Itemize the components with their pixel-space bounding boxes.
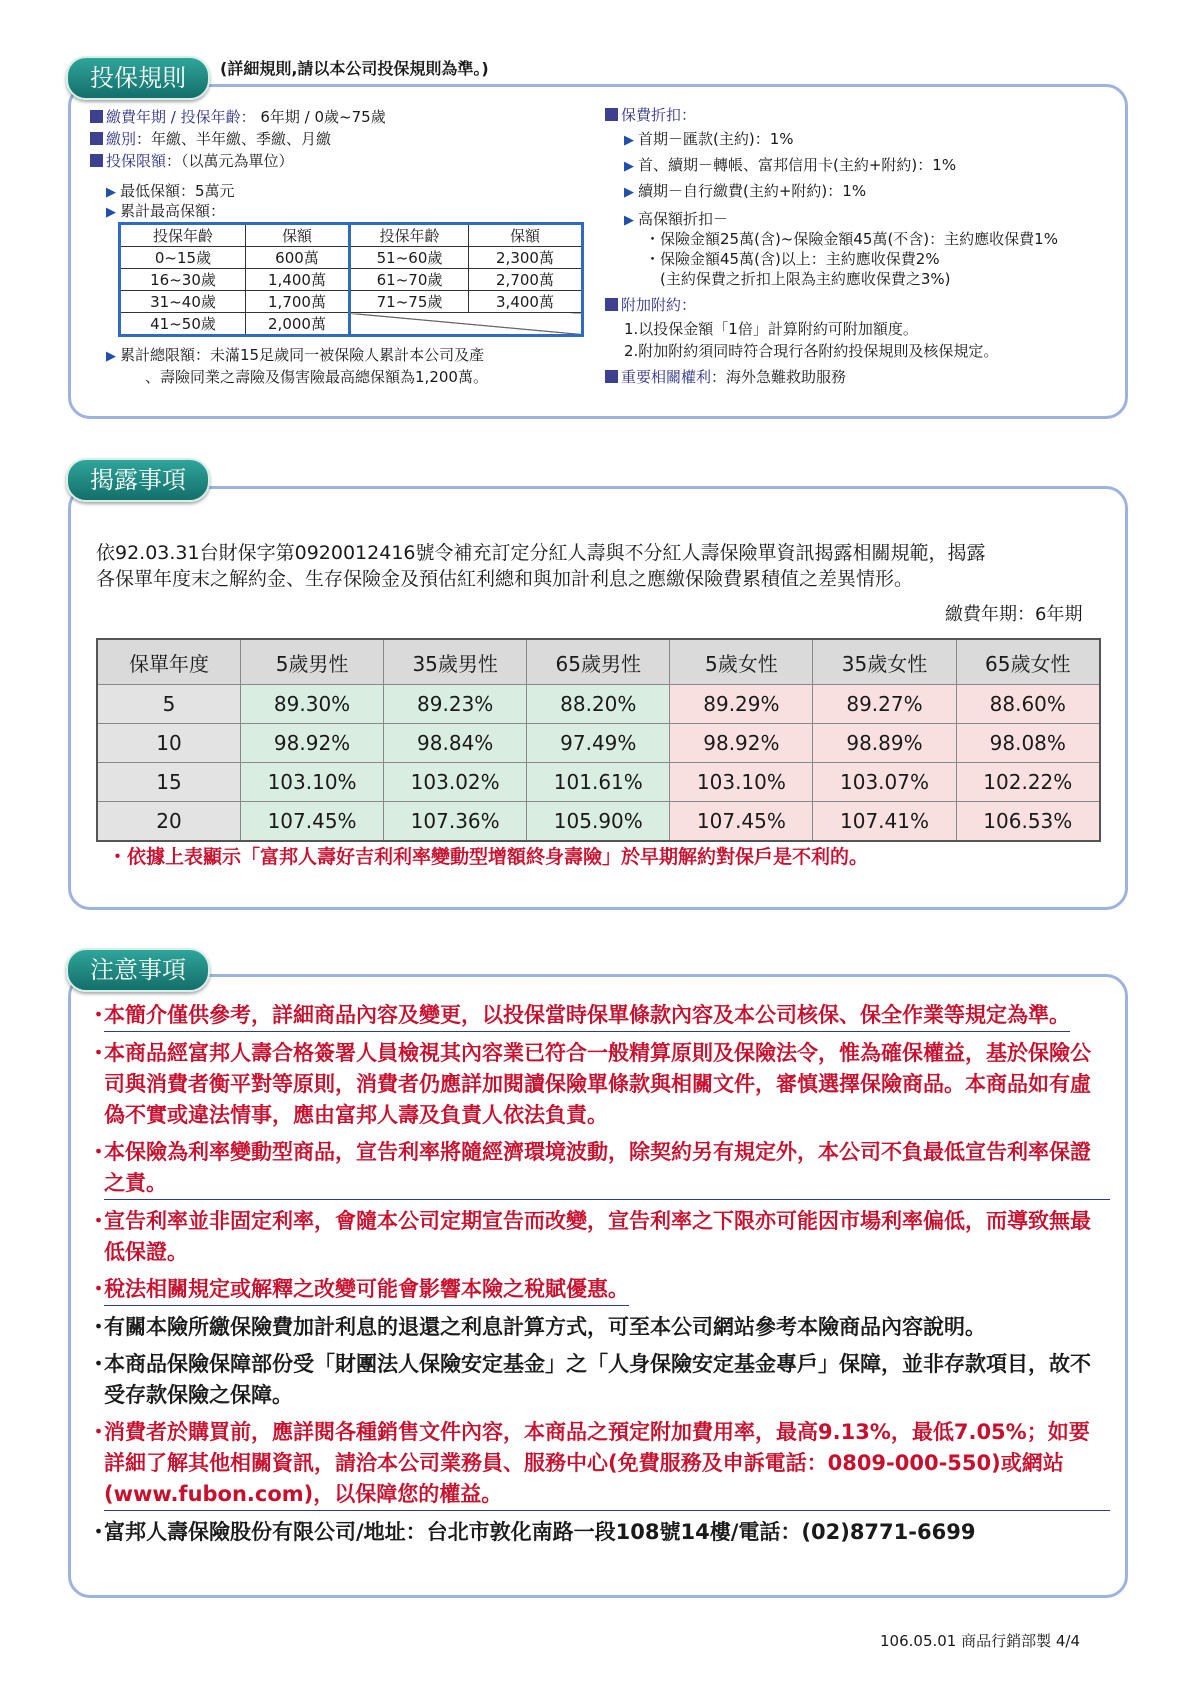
triangle-bullet-icon: ▶ [106,185,116,200]
coverage-table [118,222,584,337]
table-cell: 107.45% [670,802,813,842]
list-item: ・ 本商品經富邦人壽合格簽署人員檢視其內容業已符合一般精算原則及保險法令，惟為確保權益，基於保險公司與消費者衡平對等原則，消費者仍應詳加閱讀保險單條款與相關文件，審慎選擇保險商品。本商品如有虛偽不實或違法情事，應由富邦人壽及負責人依法負責。 [88,1041,1091,1127]
pay-mode-line: 繳別：年繳、半年繳、季繳、月繳 [90,128,331,150]
table-cell: 103.07% [813,763,956,802]
table-cell: 98.92% [670,724,813,763]
disclosure-table [96,638,1101,842]
table-header: 保額 [469,224,583,247]
table-cell: 89.29% [670,685,813,724]
table-row [120,269,583,291]
table-header: 保單年度 [97,639,241,685]
bullet-square-icon [90,132,103,145]
bullet-square-icon [90,154,103,167]
list-item: ・ 有關本險所繳保險費加計利息的退還之利息計算方式，可至本公司網站參考本險商品內容說明。 [88,1315,986,1339]
table-cell: 107.41% [813,802,956,842]
table-cell: 88.60% [956,685,1100,724]
limit-line: 投保限額：（以萬元為單位） [90,150,294,172]
table-cell-empty [350,313,583,336]
table-header: 65歲女性 [956,639,1100,685]
table-row [120,313,583,336]
table-cell: 71~75歲 [350,291,469,313]
table-row [120,291,583,313]
table-header: 投保年齡 [120,224,246,247]
table-cell: 98.08% [956,724,1100,763]
min-coverage: ▶ 最低保額：5萬元 [106,182,235,200]
table-cell: 15 [97,763,241,802]
triangle-bullet-icon: ▶ [106,349,116,364]
table-cell: 103.02% [384,763,527,802]
table-cell: 2,000萬 [246,313,350,336]
table-row [97,802,1100,842]
table-cell: 16~30歲 [120,269,246,291]
bullet-square-icon [605,370,618,383]
table-cell: 107.36% [384,802,527,842]
triangle-bullet-icon: ▶ [106,205,116,220]
discount-item: ▶ 續期－自行繳費(主約+附約)：1% [624,182,867,200]
triangle-bullet-icon: ▶ [624,133,634,148]
table-cell: 103.10% [670,763,813,802]
table-cell: 1,700萬 [246,291,350,313]
list-item: ・ 稅法相關規定或解釋之改變可能會影響本險之稅賦優惠。 [88,1274,1110,1306]
table-cell: 41~50歲 [120,313,246,336]
pay-term-line: 繳費年期 / 投保年齡： 6年期 / 0歲~75歲 [90,106,386,128]
table-cell: 105.90% [527,802,670,842]
high-discount-label: ▶ 高保額折扣－ [624,210,729,228]
table-cell: 0~15歲 [120,247,246,269]
table-cell: 89.27% [813,685,956,724]
section-tab-disclosure: 揭露事項 [66,458,210,502]
table-row [97,763,1100,802]
table-cell: 102.22% [956,763,1100,802]
pay-term-note: 繳費年期：6年期 [945,604,1083,625]
table-row [97,685,1100,724]
table-header: 保額 [246,224,350,247]
early-surrender-warning: ・依據上表顯示「富邦人壽好吉利利率變動型增額終身壽險」於早期解約對保戶是不利的。 [108,846,869,868]
disclosure-paragraph-1: 依92.03.31台財保字第0920012416號令補充訂定分紅人壽與不分紅人壽保險單資訊揭露相關規範，揭露 [96,542,986,564]
discount-item: ▶ 首、續期－轉帳、富邦信用卡(主約+附約)：1% [624,156,957,174]
table-header: 65歲男性 [527,639,670,685]
table-header: 投保年齡 [350,224,469,247]
max-coverage: ▶ 累計最高保額： [106,202,226,220]
table-cell: 88.20% [527,685,670,724]
table-cell: 2,300萬 [469,247,583,269]
rider-item: 2.附加附約須同時符合現行各附約投保規則及核保規定。 [624,342,999,360]
table-row [97,724,1100,763]
rider-item: 1.以投保金額「1倍」計算附約可附加額度。 [624,320,918,338]
table-header: 35歲女性 [813,639,956,685]
table-cell: 10 [97,724,241,763]
table-header: 5歲女性 [670,639,813,685]
list-item: ・ 富邦人壽保險股份有限公司/地址：台北市敦化南路一段108號14樓/電話：(02)8771-6699 [88,1520,976,1544]
table-header-row [97,639,1100,685]
table-row [120,247,583,269]
table-cell: 101.61% [527,763,670,802]
list-item: ・ 宣告利率並非固定利率，會隨本公司定期宣告而改變，宣告利率之下限亦可能因市場利率偏低，而導致無最低保證。 [88,1209,1091,1264]
table-cell: 98.92% [241,724,384,763]
table-cell: 3,400萬 [469,291,583,313]
triangle-bullet-icon: ▶ [624,213,634,228]
table-header: 5歲男性 [241,639,384,685]
discount-label: 保費折扣： [605,104,696,126]
table-cell: 98.84% [384,724,527,763]
table-cell: 89.23% [384,685,527,724]
table-header: 35歲男性 [384,639,527,685]
table-cell: 5 [97,685,241,724]
table-cell: 31~40歲 [120,291,246,313]
table-cell: 51~60歲 [350,247,469,269]
table-header-row [120,224,583,247]
table-cell: 97.49% [527,724,670,763]
triangle-bullet-icon: ▶ [624,185,634,200]
table-cell: 103.10% [241,763,384,802]
rider-label: 附加附約： [605,294,696,316]
rights-line: 重要相關權利：海外急難救助服務 [605,366,846,388]
bullet-square-icon [90,110,103,123]
high-discount-item: ・保險金額45萬(含)以上：主約應收保費2% [645,250,940,268]
list-item: ・ 消費者於購買前，應詳閱各種銷售文件內容，本商品之預定附加費用率，最高9.13%，最低7.05%；如要詳細了解其他相關資訊，請洽本公司業務員、服務中心(免費服務及申訴電話：0809-000-550)或網站(www.fubon.com)，以保障您的權益。 [88,1417,1110,1511]
disclosure-paragraph-2: 各保單年度末之解約金、生存保險金及預估紅利總和與加計利息之應繳保險費累積值之差異情形。 [96,568,914,590]
discount-item: ▶ 首期－匯款(主約)：1% [624,130,794,148]
section-tab-notice: 注意事項 [66,948,210,992]
rules-note: (詳細規則,請以本公司投保規則為準。) [220,59,489,78]
page-footer: 106.05.01 商品行銷部製 4/4 [880,1632,1081,1650]
table-cell: 89.30% [241,685,384,724]
triangle-bullet-icon: ▶ [624,159,634,174]
list-item: ・ 本保險為利率變動型商品，宣告利率將隨經濟環境波動，除契約另有規定外，本公司不負最低宣告利率保證之責。 [88,1137,1110,1200]
section-tab-rules: 投保規則 [66,56,210,100]
table-cell: 98.89% [813,724,956,763]
table-cell: 2,700萬 [469,269,583,291]
table-cell: 600萬 [246,247,350,269]
total-limit-cont: 、壽險同業之壽險及傷害險最高總保額為1,200萬。 [145,368,488,386]
total-limit: ▶ 累計總限額：未滿15足歲同一被保險人累計本公司及產 [106,346,485,364]
table-cell: 107.45% [241,802,384,842]
table-cell: 1,400萬 [246,269,350,291]
table-cell: 20 [97,802,241,842]
table-cell: 106.53% [956,802,1100,842]
high-discount-item: ・保險金額25萬(含)~保險金額45萬(不含)：主約應收保費1% [645,230,1058,248]
notice-list [88,1000,1110,1554]
bullet-square-icon [605,108,618,121]
table-cell: 61~70歲 [350,269,469,291]
list-item: ・ 本簡介僅供參考，詳細商品內容及變更，以投保當時保單條款內容及本公司核保、保全作業等規定為準。 [88,1000,1110,1032]
high-discount-item: (主約保費之折扣上限為主約應收保費之3%) [660,270,951,288]
list-item: ・ 本商品保險保障部份受「財團法人保險安定基金」之「人身保險安定基金專戶」保障，並非存款項目，故不受存款保險之保障。 [88,1352,1091,1407]
bullet-square-icon [605,298,618,311]
